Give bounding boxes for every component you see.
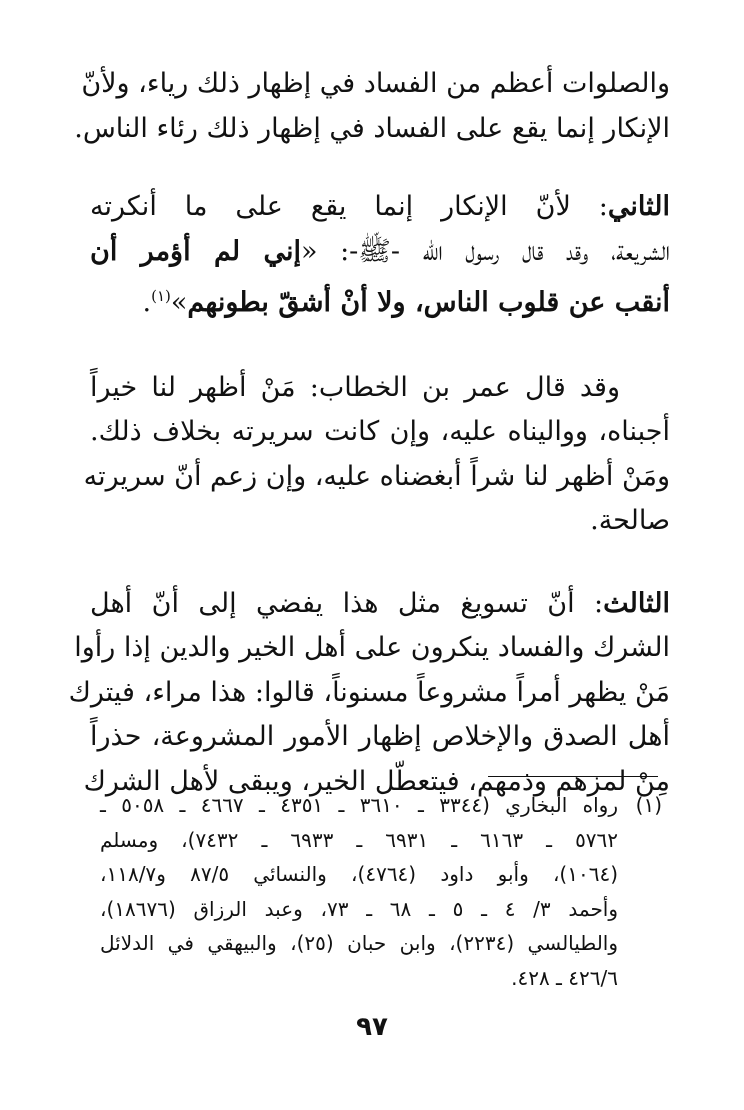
footnote-reference: (١) bbox=[151, 287, 171, 305]
text-line: الشرك والفساد ينكرون على أهل الخير والدين إذا رأوا bbox=[74, 632, 670, 663]
page-number: ٩٧ bbox=[356, 1012, 388, 1042]
section-label-third: الثالث bbox=[603, 587, 670, 619]
text-line bbox=[90, 230, 670, 275]
text-run: » bbox=[170, 287, 188, 318]
text-line: ومَنْ أظهر لنا شراً أبغضناه عليه، وإن زعم أنّ سريرته bbox=[83, 460, 670, 492]
text-line bbox=[90, 185, 670, 230]
text-line: مِنْ لمزهم وذمهم، فيتعطّل الخير، ويبقى لأهل الشرك bbox=[83, 765, 670, 797]
footnote-line: ٥٧٦٢ ـ ٦١٦٣ ـ ٦٩٣١ ـ ٦٩٣٣ ـ ٧٤٣٢)، ومسلم bbox=[100, 827, 619, 852]
footnote-line: (١٠٦٤)، وأبو داود (٤٧٦٤)، والنسائي ٨٧/٥ و١١٨/٧، bbox=[100, 862, 618, 886]
footnote-line: والطيالسي (٢٢٣٤)، وابن حبان (٢٥)، والبيهقي في الدلائل bbox=[100, 931, 619, 955]
text-line: الإنكار إنما يقع على الفساد في إظهار ذلك رئاء الناس. bbox=[74, 112, 670, 144]
text-run: الشريعة، وقد قال رسول الله -ﷺ-: « bbox=[301, 235, 670, 267]
text-run: . bbox=[142, 287, 152, 318]
text-line bbox=[90, 582, 670, 627]
text-line: أهل الصدق والإخلاص إظهار الأمور المشروعة، حذراً bbox=[90, 721, 670, 752]
footnote-line: وأحمد ٣/ ٤ ـ ٥ ـ ٦٨ ـ ٧٣، وعبد الرزاق (١٨٦٧٦)، bbox=[100, 896, 619, 921]
hadith-quote: إني لم أؤمر أن bbox=[90, 235, 302, 267]
text-line bbox=[90, 274, 670, 326]
text-run: : أنّ تسويغ مثل هذا يفضي إلى أنّ أهل bbox=[90, 587, 604, 619]
text-line: صالحة. bbox=[590, 505, 670, 536]
page-body bbox=[68, 62, 670, 804]
text-line: وقد قال عمر بن الخطاب: مَنْ أظهر لنا خيراً bbox=[90, 371, 620, 403]
footnote-divider bbox=[488, 776, 658, 777]
paragraph-1 bbox=[74, 62, 670, 151]
text-run: رواه البخاري (٣٣٤٤ ـ ٣٦١٠ ـ ٤٣٥١ ـ ٤٦٦٧ ـ ٥٠٥٨ ـ bbox=[100, 793, 618, 817]
text-line: مَنْ يظهر أمراً مشروعاً مسنوناً، قالوا: هذا مراء، فيترك bbox=[68, 676, 670, 708]
section-label-second: الثاني bbox=[607, 191, 670, 222]
footnotes bbox=[100, 788, 662, 995]
footnote-line bbox=[100, 788, 662, 823]
paragraph-2 bbox=[90, 185, 670, 326]
text-run: : لأنّ الإنكار إنما يقع على ما أنكرته bbox=[90, 191, 608, 222]
text-line: أجبناه، وواليناه عليه، وإن كانت سريرته بخلاف ذلك. bbox=[90, 416, 670, 447]
text-line: والصلوات أعظم من الفساد في إظهار ذلك رياء، ولأنّ bbox=[81, 68, 670, 99]
footnote-mark: (١) bbox=[635, 793, 662, 817]
paragraph-4 bbox=[68, 582, 670, 805]
hadith-quote: أنقب عن قلوب الناس، ولا أنْ أشقّ بطونهم bbox=[187, 287, 670, 318]
footnote-line: ٤٢٦/٦ ـ ٤٢٨. bbox=[511, 965, 618, 990]
paragraph-3 bbox=[83, 366, 670, 544]
